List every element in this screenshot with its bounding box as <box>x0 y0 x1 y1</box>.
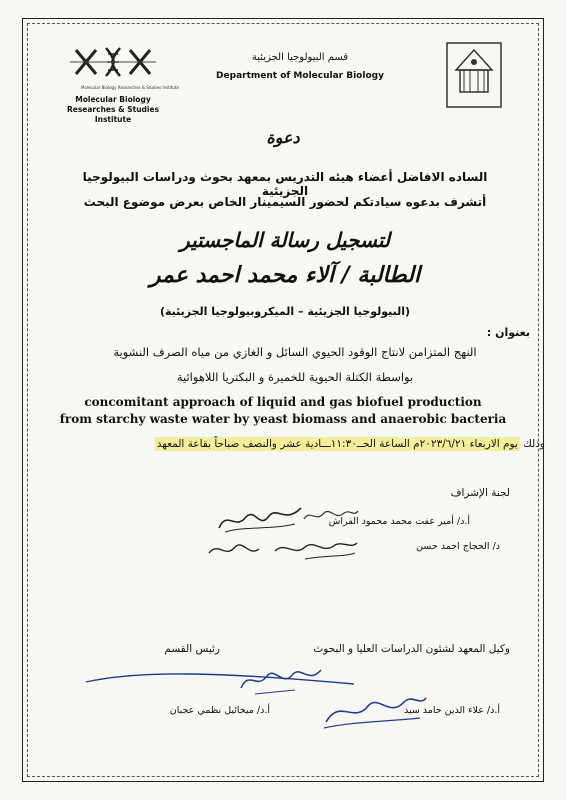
specialization: (البيولوجيا الجزيئية – الميكروبيولوجيا الجزيئية) <box>159 305 411 318</box>
department-head-signature-icon <box>320 688 430 732</box>
thesis-title-en-line1: concomitant approach of liquid and gas biofuel production <box>84 395 482 409</box>
student-name: الطالبة / آلاء محمد احمد عمر <box>149 263 421 288</box>
invitation-addressee: الساده الافاضل أعضاء هيئه التدريس بمعهد بحوث ودراسات البيولوجيا الجزيئية <box>82 170 488 198</box>
invitation-body: أتشرف بدعوه سيادتكم لحضور السيمينار الخاص بعرض موضوع البحث <box>83 195 487 209</box>
department-head-role: رئيس القسم <box>164 643 220 655</box>
title-label: بعنوان : <box>486 326 530 339</box>
supervisor-2-signature-icon <box>205 535 360 563</box>
department-head-name: أ.د/ ميخائيل نظمي عجبان <box>169 705 270 716</box>
dna-logo-icon <box>68 40 158 84</box>
thesis-type: لتسجيل رسالة الماجستير <box>180 228 390 252</box>
institute-logo <box>60 40 200 90</box>
supervisor-1: أ.د/ أمير عفت محمد محمود الفراش <box>328 516 470 527</box>
seminar-date-line <box>40 438 545 450</box>
university-seal <box>444 40 504 110</box>
thesis-title-ar-line2: بواسطة الكتلة الحيوية للخميرة و البكتريا اللاهوائية <box>176 370 414 384</box>
department-name-en: Department of Molecular Biology <box>216 71 384 81</box>
department-name-ar: قسم البيولوجيا الجزيئية <box>251 52 349 63</box>
institute-name: Molecular Biology Researches & Studies Institute <box>66 95 160 124</box>
supervisor-1-initial-signature-icon <box>300 505 360 525</box>
thesis-title-ar-line1: النهج المتزامن لانتاج الوقود الحيوي السائل و الغازي من مياه الصرف النشوية <box>113 345 477 359</box>
thesis-title-en-line2: from starchy waste water by yeast biomass and anaerobic bacteria <box>59 412 507 426</box>
vice-dean-name: أ.د/ علاء الدين حامد سيد <box>403 705 500 716</box>
invitation-heading: دعوة <box>266 128 300 147</box>
supervisor-1-signature-icon <box>215 500 305 536</box>
vice-dean-role: وكيل المعهد لشئون الدراسات العليا و البحوث <box>313 643 510 655</box>
date-prefix: وذلك <box>523 438 545 450</box>
vice-dean-underline-icon <box>80 664 360 692</box>
logo-caption: Molecular Biology Researches & Studies Institute <box>81 85 179 90</box>
seminar-date: يوم الاربعاء ٢٠٢٣/٦/٢١م الساعة الحــ١١:٣٠ـــادية عشر والنصف صباحاً بقاعة المعهد <box>156 438 518 450</box>
university-seal-icon <box>444 40 504 110</box>
supervisor-2: د/ الحجاج احمد حسن <box>416 541 500 552</box>
committee-label: لجنة الإشراف <box>450 487 510 499</box>
